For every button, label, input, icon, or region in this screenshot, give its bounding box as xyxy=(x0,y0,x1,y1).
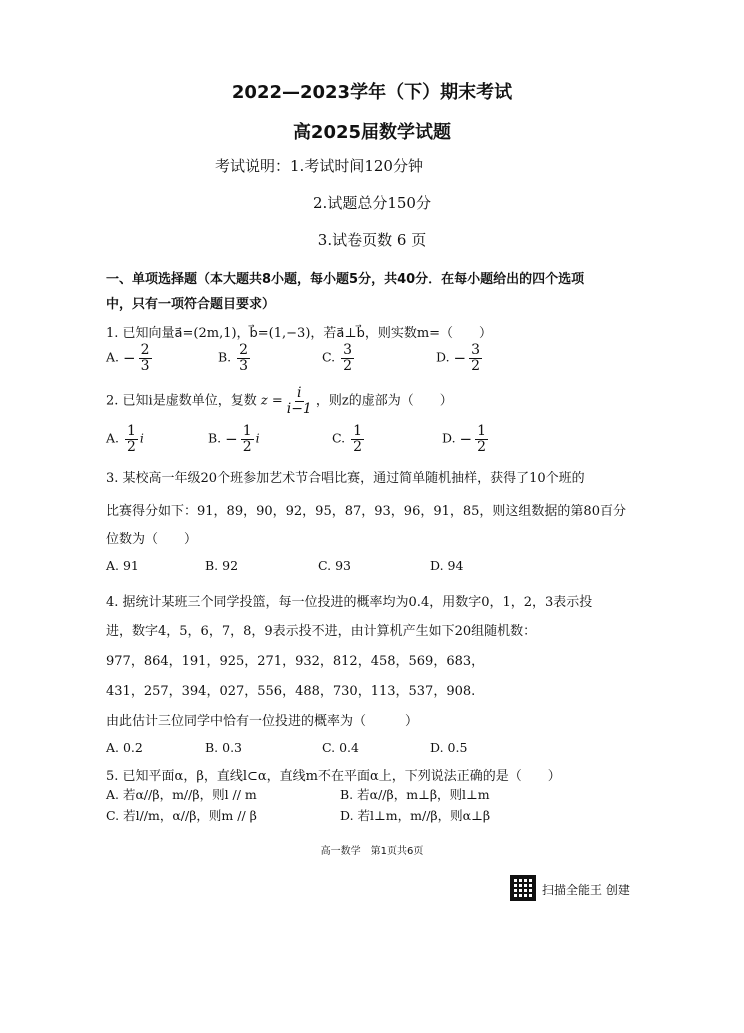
option-label: C. xyxy=(332,430,346,446)
denominator: 2 xyxy=(471,357,481,374)
fraction xyxy=(285,386,314,416)
page-footer: 高一数学 第1页共6页 xyxy=(320,846,424,857)
q4-option-c: C. 0.4 xyxy=(322,740,359,755)
q2-option-b xyxy=(208,424,260,454)
q4-line2: 进，数字4，5，6，7，8，9表示投不进，由计算机产生如下20组随机数： xyxy=(106,624,537,639)
denominator: 3 xyxy=(140,357,150,374)
denominator: 2 xyxy=(242,438,252,455)
q2-stem-a: 2. 已知i是虚数单位，复数 xyxy=(106,393,257,409)
q5-option-c: C. 若l//m，α//β，则m // β xyxy=(106,808,257,823)
numerator: 3 xyxy=(343,342,352,358)
minus-sign: − xyxy=(225,430,238,449)
option-label: C. xyxy=(322,349,336,365)
note-3: 3.试卷页数 6 页 xyxy=(317,231,427,249)
q4-line4: 431，257，394，027，556，488，730，113，537，908. xyxy=(106,684,476,699)
option-label: D. xyxy=(436,349,450,365)
qr-code-icon xyxy=(510,875,536,901)
fraction xyxy=(469,343,482,373)
q4-line1: 4. 据统计某班三个同学投篮，每一位投进的概率均为0.4，用数字0，1，2，3表示投 xyxy=(106,595,593,610)
imaginary-unit: i xyxy=(139,430,144,446)
imaginary-unit: i xyxy=(255,430,260,446)
q2-option-d xyxy=(442,424,490,454)
q5-option-a: A. 若α//β，m//β，则l // m xyxy=(106,787,257,802)
option-label: B. xyxy=(208,430,222,446)
option-label: A. xyxy=(106,430,120,446)
option-label: B. xyxy=(218,349,232,365)
fraction xyxy=(237,343,250,373)
option-label: D. xyxy=(442,430,456,446)
numerator: 2 xyxy=(140,342,150,358)
q1-option-c xyxy=(322,343,356,373)
note-2: 2.试题总分150分 xyxy=(313,194,431,212)
q3-line1: 3. 某校高一年级20个班参加艺术节合唱比赛，通过简单随机抽样，获得了10个班的 xyxy=(106,471,585,486)
denominator: 2 xyxy=(343,357,352,374)
q3-option-b: B. 92 xyxy=(205,558,239,573)
numerator: 1 xyxy=(242,423,252,439)
fraction xyxy=(241,424,254,454)
numerator: 3 xyxy=(471,342,481,358)
q3-line2: 比赛得分如下：91，89，90，92，95，87，93，96，91，85，则这组数据的第80百分 xyxy=(106,504,626,519)
q1-option-d xyxy=(436,343,484,373)
denominator: 2 xyxy=(477,438,487,455)
q1-option-a xyxy=(106,343,154,373)
numerator: 1 xyxy=(353,423,362,439)
q2-stem xyxy=(106,386,453,416)
fraction xyxy=(475,424,488,454)
section1-line1: 一、单项选择题（本大题共8小题，每小题5分，共40分．在每小题给出的四个选项 xyxy=(106,272,585,287)
q1-stem: 1. 已知向量a⃗=(2m,1)，b⃗=(1,−3)，若a⃗⊥b⃗，则实数m=（ ） xyxy=(106,326,493,341)
q3-line3: 位数为（ ） xyxy=(106,532,198,547)
q5-option-d: D. 若l⊥m，m//β，则α⊥β xyxy=(340,808,491,823)
fraction xyxy=(139,343,152,373)
q5-option-b: B. 若α//β，m⊥β，则l⊥m xyxy=(340,787,490,802)
q4-line5: 由此估计三位同学中恰有一位投进的概率为（ ） xyxy=(106,714,419,729)
section1-line2: 中，只有一项符合题目要求） xyxy=(106,297,276,312)
fraction xyxy=(125,424,138,454)
exam-notes-label xyxy=(215,155,423,176)
q4-option-d: D. 0.5 xyxy=(430,740,468,755)
numerator: 1 xyxy=(477,423,487,439)
q3-option-a: A. 91 xyxy=(106,558,139,573)
q4-option-b: B. 0.3 xyxy=(205,740,243,755)
q2-stem-b: ，则z的虚部为（ ） xyxy=(315,393,453,409)
scanner-watermark: 扫描全能王 创建 xyxy=(542,883,630,897)
fraction xyxy=(341,343,354,373)
q4-option-a: A. 0.2 xyxy=(106,740,143,755)
q4-line3: 977，864，191，925，271，932，812，458，569，683， xyxy=(106,654,485,669)
denominator: 2 xyxy=(353,438,362,455)
exam-title: 2022—2023学年（下）期末考试 xyxy=(231,82,513,103)
numerator: i xyxy=(297,385,302,401)
notes-label: 考试说明： xyxy=(215,157,291,175)
z-equals: z = xyxy=(260,393,283,409)
note-1: 1.考试时间120分钟 xyxy=(290,157,423,175)
minus-sign: − xyxy=(123,349,136,368)
fraction xyxy=(351,424,364,454)
q2-option-c xyxy=(332,424,366,454)
numerator: 2 xyxy=(239,342,249,358)
denominator: 3 xyxy=(239,357,249,374)
q1-option-b xyxy=(218,343,252,373)
q3-option-d: D. 94 xyxy=(430,558,464,573)
minus-sign: − xyxy=(453,349,467,368)
option-label: A. xyxy=(106,349,120,365)
minus-sign: − xyxy=(459,430,473,449)
q3-option-c: C. 93 xyxy=(318,558,351,573)
q5-stem: 5. 已知平面α，β，直线l⊂α，直线m不在平面α上，下列说法正确的是（ ） xyxy=(106,769,561,784)
q2-option-a xyxy=(106,424,144,454)
exam-subtitle: 高2025届数学试题 xyxy=(292,122,452,143)
denominator: 2 xyxy=(127,438,136,455)
numerator: 1 xyxy=(127,423,136,439)
denominator: i−1 xyxy=(286,400,312,417)
